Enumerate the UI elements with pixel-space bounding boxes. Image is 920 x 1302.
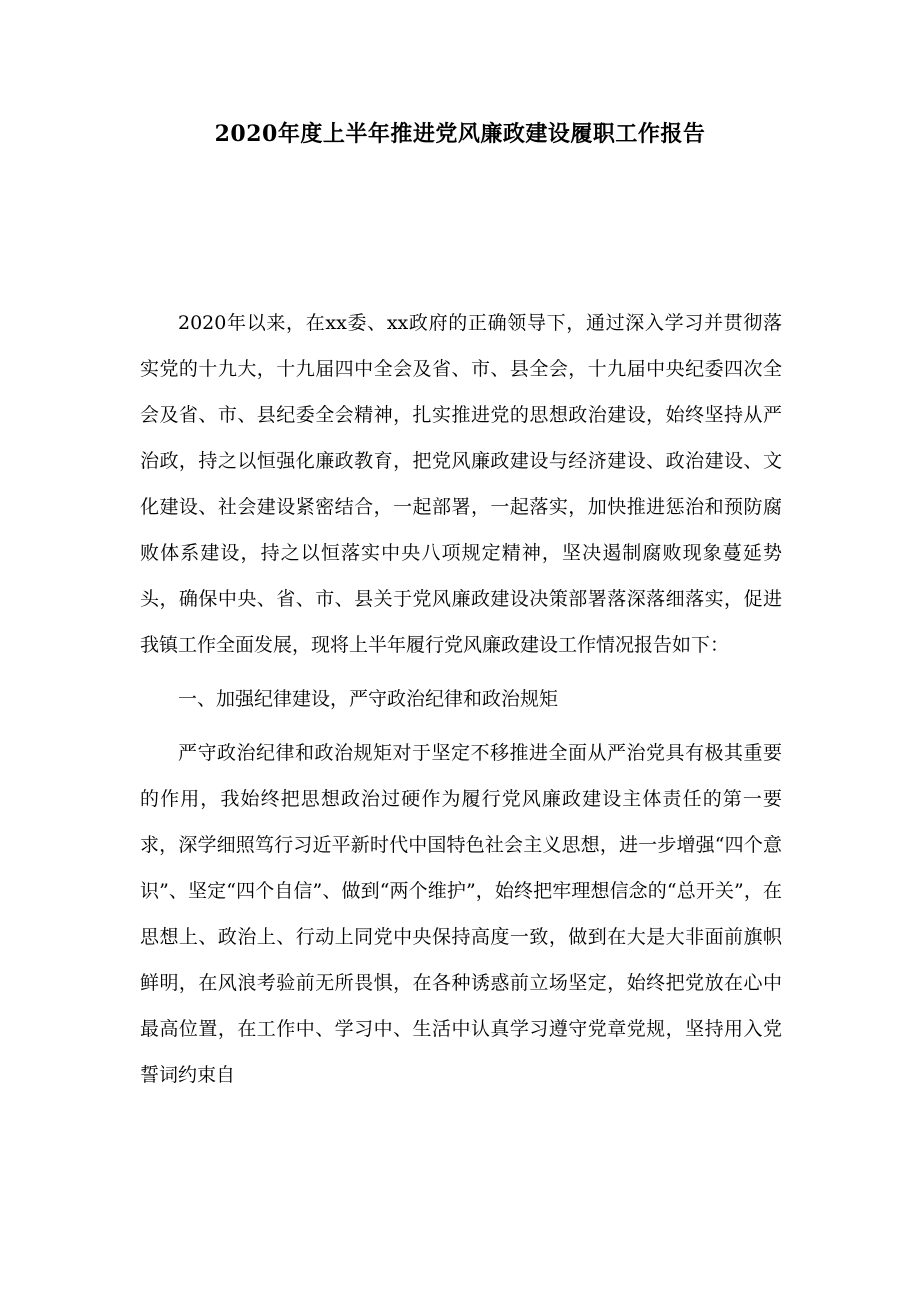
document-title: 2020年度上半年推进党风廉政建设履职工作报告 <box>214 121 706 147</box>
paragraph-section-1: 严守政治纪律和政治规矩对于坚定不移推进全面从严治党具有极其重要的作用，我始终把思想政治过硬作为履行党风廉政建设主体责任的第一要求，深学细照笃行习近平新时代中国特色社会主义思想，进一步增强“四个意识”、坚定“四个自信”、做到“两个维护”，始终把牢理想信念的“总开关”，在思想上、政治上、行动上同党中央保持高度一致，做到在大是大非面前旗帜鲜明，在风浪考验前无所畏惧，在各种诱惑前立场坚定，始终把党放在心中最高位置，在工作中、学习中、生活中认真学习遵守党章党规，坚持用入党誓词约束自 <box>140 742 782 1086</box>
paragraph-intro: 2020年以来，在xx委、xx政府的正确领导下，通过深入学习并贯彻落实党的十九大，十九届四中全会及省、市、县全会，十九届中央纪委四次全会及省、市、县纪委全会精神，扎实推进党的思想政治建设，始终坚持从严治政，持之以恒强化廉政教育，把党风廉政建设与经济建设、政治建设、文化建设、社会建设紧密结合，一起部署，一起落实，加快推进惩治和预防腐败体系建设，持之以恒落实中央八项规定精神，坚决遏制腐败现象蔓延势头，确保中央、省、市、县关于党风廉政建设决策部署落深落细落实，促进我镇工作全面发展，现将上半年履行党风廉政建设工作情况报告如下： <box>140 312 782 656</box>
document-body <box>140 300 782 1098</box>
section-heading-1: 一、加强纪律建设，严守政治纪律和政治规矩 <box>178 688 559 710</box>
